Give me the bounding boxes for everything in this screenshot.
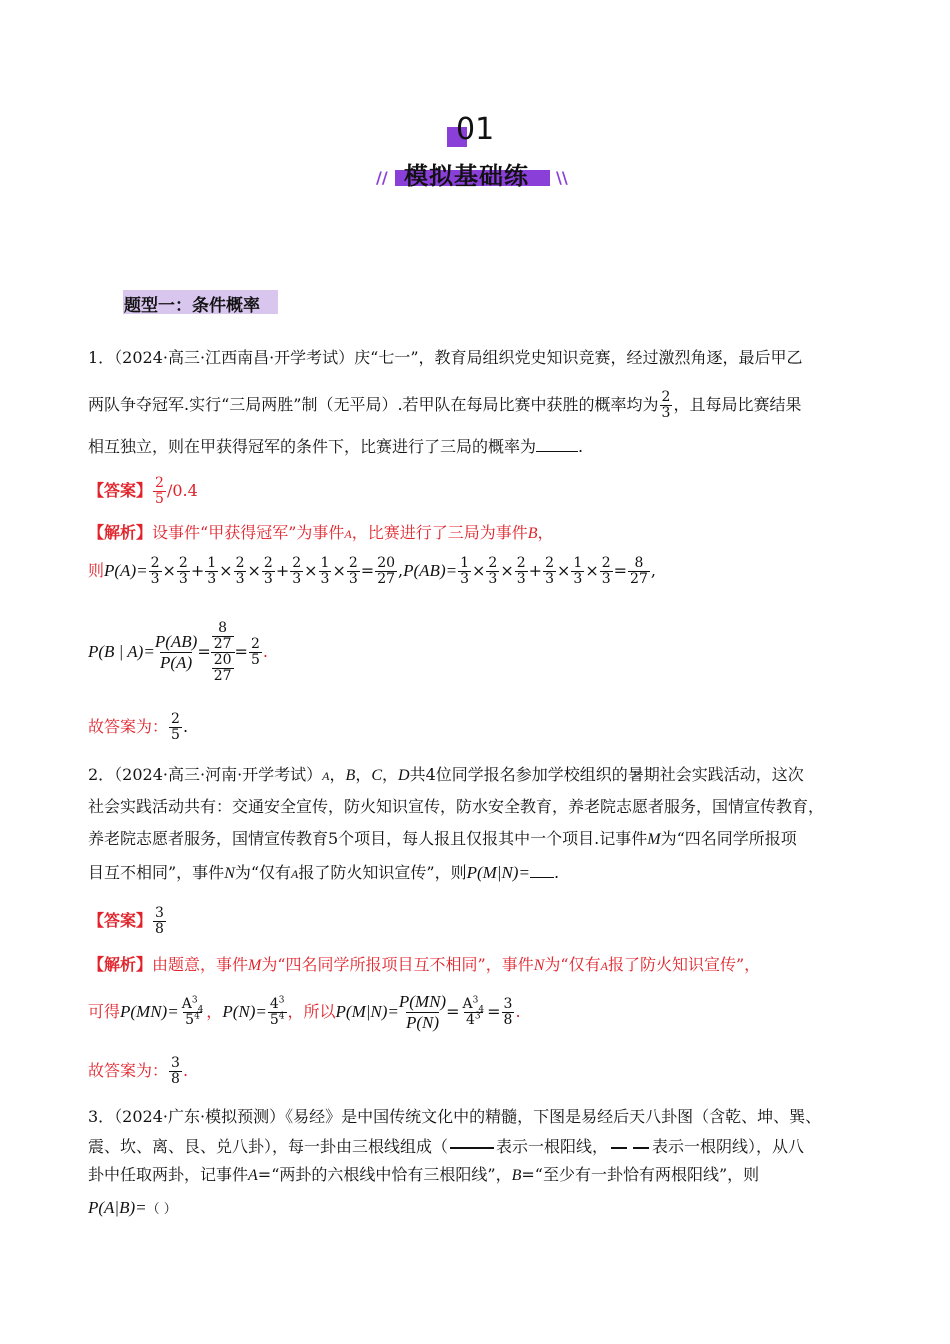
q2-formula: 可得 P(MN)= $\frac{A^3_4}{5^4}$ ， P(N)= $\frac{4^3}{5^4}$ ， 所以 P(M|N)= $\frac{P(MN)}{P(N)}$ = $\frac{A^3_4}{4^3}$ = $\frac{3}{8}$ . [88, 991, 521, 1032]
header-number: 01 [456, 112, 495, 147]
q2-analysis: 【解析】由题意，事件M为“四名同学所报项目互不相同”，事件N为“仅有A报了防火知识宣传”， [88, 955, 761, 974]
q2-conclusion: 故答案为： $\frac{3}{8}$ . [88, 1055, 189, 1087]
q1-conclusion: 故答案为： $\frac{2}{5}$ . [88, 711, 189, 743]
q3-line2: 震、坎、离、艮、兑八卦），每一卦由三根线组成（ 表示一根阳线， 表示一根阴线），从八 [88, 1137, 805, 1156]
q2-line1: 2．（2024·高三·河南·开学考试）A，B，C，D共4位同学报名参加学校组织的暑期社会实践活动，这次 [88, 765, 804, 784]
header-title: 模拟基础练 [404, 162, 529, 190]
q1-line2: 两队争夺冠军.实行“三局两胜”制（无平局）.若甲队在每局比赛中获胜的概率均为 $\frac{2}{3}$ ，且每局比赛结果 [88, 389, 802, 421]
q2-answer-fraction: $\frac{3}{8}$ [155, 905, 164, 937]
q1-analysis: 【解析】设事件“甲获得冠军”为事件A，比赛进行了三局为事件B， [88, 523, 554, 542]
q1-pa-formula: 则P(A)= $\frac{2}{3}$ × $\frac{2}{3}$ + $\frac{1}{3}$ × $\frac{2}{3}$ × $\frac{2}{3}$ + $\frac{2}{3}$ × $\frac{1}{3}$ × $\frac{2}{3}$ = $\frac{20}{27}$ ,P(AB)= $\frac{1}{3}$ × $\frac{2}{3}$ × $\frac{2}{3}$ + $\frac{2}{3}$ × $\frac{1}{3}$ × $\frac{2}{3}$ = $\frac{8}{27}$ , [88, 555, 656, 587]
q1-probability-fraction: $\frac{2}{3}$ [661, 389, 671, 421]
yin-line-symbol-right [633, 1147, 649, 1149]
q3-line1: 3．（2024·广东·模拟预测）《易经》是中国传统文化中的精髓，下图是易经后天八卦图（含乾、坤、巽、 [88, 1107, 822, 1126]
section-label: 题型一：条件概率 [124, 296, 260, 316]
q1-line1: 1．（2024·高三·江西南昌·开学考试）庆“七一”，教育局组织党史知识竞赛，经过激烈角逐，最后甲乙 [88, 348, 803, 367]
q1-answer: 【答案】 $\frac{2}{5}$ /0.4 [88, 475, 198, 507]
yin-line-symbol-left [611, 1147, 627, 1149]
header-right-deco: \\ [556, 168, 568, 187]
q3-line3: 卦中任取两卦，记事件A=“两卦的六根线中恰有三根阳线”，B=“至少有一卦恰有两根阳线”，则 [88, 1165, 760, 1184]
yang-line-symbol [450, 1147, 494, 1149]
q2-answer-blank [530, 863, 554, 878]
q2-answer: 【答案】 $\frac{3}{8}$ [88, 905, 164, 937]
header-left-deco: // [376, 168, 388, 187]
q1-line3: 相互独立，则在甲获得冠军的条件下，比赛进行了三局的概率为 . [88, 437, 584, 456]
q1-complex-fraction: $\frac{\frac{8}{27}}{\frac{20}{27}}$ [211, 621, 235, 684]
q2-line4: 目互不相同”，事件N为“仅有A报了防火知识宣传”，则P(M|N)= . [88, 863, 560, 882]
q1-conditional-formula: P(B | A)= $\frac{P(AB)}{P(A)}$ = $\frac{\frac{8}{27}}{\frac{20}{27}}$ = $\frac{2}{5}$ . [88, 619, 268, 684]
q1-answer-blank [536, 437, 578, 452]
q2-line3: 养老院志愿者服务，国情宣传教育5个项目，每人报且仅报其中一个项目.记事件M为“四名同学所报项 [88, 829, 797, 848]
q1-answer-fraction: $\frac{2}{5}$ [155, 475, 164, 507]
q3-line4: P(A|B)=（ ） [88, 1198, 177, 1217]
q2-line2: 社会实践活动共有：交通安全宣传，防火知识宣传，防水安全教育，养老院志愿者服务，国情宣传教育， [88, 797, 825, 816]
